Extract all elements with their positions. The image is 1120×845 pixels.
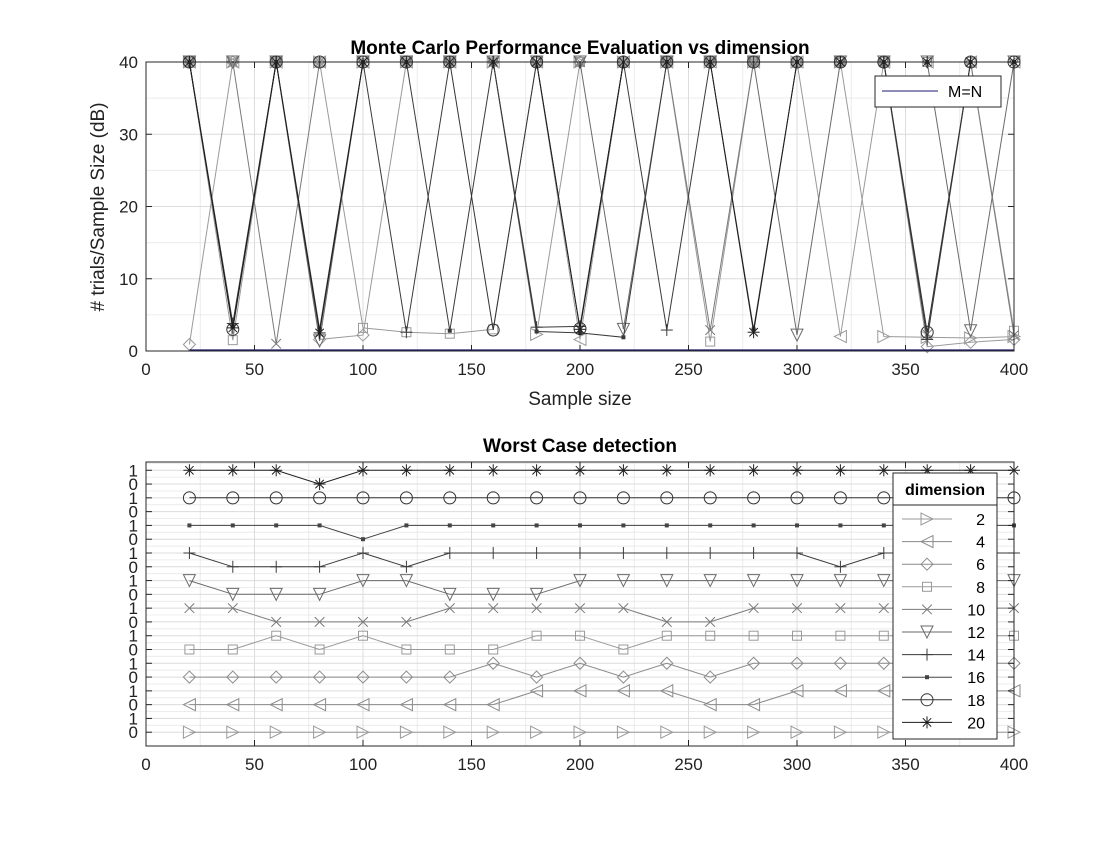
y-tick-label: 0 (128, 530, 138, 550)
data-point-marker (448, 329, 452, 333)
x-tick-label: 250 (674, 360, 703, 379)
y-tick-label: 1 (128, 599, 138, 619)
top-chart-title: Monte Carlo Performance Evaluation vs dimension (350, 38, 810, 59)
y-tick-label: 1 (128, 461, 138, 481)
bottom-legend-title: dimension (904, 482, 986, 499)
x-tick-label: 350 (891, 360, 920, 379)
y-tick-label: 0 (128, 475, 138, 495)
y-tick-label: 0 (128, 557, 138, 577)
x-tick-label: 0 (141, 755, 151, 774)
data-point-marker (361, 537, 365, 541)
x-tick-label: 350 (891, 755, 920, 774)
y-tick-label: 1 (128, 543, 138, 563)
data-point-marker (578, 523, 582, 527)
x-tick-label: 0 (141, 360, 151, 379)
y-tick-label: 1 (128, 626, 138, 646)
data-point-marker (795, 523, 799, 527)
data-point-marker (274, 523, 278, 527)
y-tick-label: 0 (128, 342, 138, 361)
y-tick-label: 1 (128, 516, 138, 536)
data-point-marker (491, 523, 495, 527)
legend-label: 2 (976, 512, 985, 529)
bottom-legend (893, 473, 997, 739)
x-tick-label: 200 (565, 755, 595, 774)
data-point-marker (665, 523, 669, 527)
legend-marker (925, 675, 929, 679)
legend-label: 14 (967, 647, 985, 665)
y-tick-label: 30 (119, 125, 138, 145)
top-legend (875, 76, 1001, 107)
data-point-marker (752, 523, 756, 527)
y-tick-label: 20 (119, 197, 138, 217)
data-point-marker (318, 523, 322, 527)
legend-label: 10 (967, 602, 985, 620)
x-tick-label: 200 (565, 360, 595, 379)
y-tick-label: 1 (128, 571, 138, 591)
x-tick-label: 150 (457, 755, 486, 774)
x-tick-label: 100 (348, 755, 378, 774)
x-tick-label: 300 (782, 755, 812, 774)
legend-label: 16 (967, 670, 985, 688)
y-tick-label: 0 (128, 668, 138, 688)
x-tick-label: 300 (782, 360, 812, 379)
legend-label: 12 (967, 625, 985, 642)
top-legend-entry-mn: M=N (948, 84, 983, 101)
y-tick-label: 0 (128, 695, 138, 715)
data-point-marker (838, 523, 842, 527)
y-tick-label: 0 (128, 612, 138, 632)
legend-label: 18 (967, 692, 985, 710)
data-point-marker (621, 335, 625, 339)
x-tick-label: 50 (245, 360, 264, 379)
legend-label: 4 (976, 534, 985, 552)
y-tick-label: 1 (128, 709, 138, 729)
data-point-marker (448, 523, 452, 527)
data-point-marker (535, 523, 539, 527)
x-tick-label: 400 (999, 360, 1029, 379)
top-y-axis-label: # trials/Sample Size (dB) (88, 102, 109, 312)
top-x-axis-label: Sample size (528, 389, 632, 410)
y-tick-label: 0 (128, 640, 138, 660)
y-tick-label: 1 (128, 681, 138, 701)
y-tick-label: 0 (128, 502, 138, 522)
data-point-marker (535, 329, 539, 333)
data-point-marker (231, 523, 235, 527)
x-tick-label: 100 (348, 360, 378, 379)
x-tick-label: 50 (245, 755, 264, 774)
x-tick-label: 150 (457, 360, 486, 379)
data-point-marker (708, 523, 712, 527)
bottom-chart (129, 436, 1029, 774)
y-tick-label: 40 (119, 53, 138, 72)
x-tick-label: 400 (999, 755, 1029, 774)
y-tick-label: 1 (128, 488, 138, 508)
data-point-marker (621, 523, 625, 527)
y-tick-label: 0 (128, 723, 138, 743)
legend-label: 6 (976, 557, 985, 575)
y-tick-label: 0 (128, 585, 138, 605)
legend-label: 8 (976, 579, 985, 597)
data-point-marker (187, 523, 191, 527)
y-tick-label: 1 (128, 654, 138, 674)
data-point-marker (404, 523, 408, 527)
legend-label: 20 (967, 715, 985, 733)
y-tick-label: 10 (119, 269, 138, 289)
data-point-marker (882, 523, 886, 527)
x-tick-label: 250 (674, 755, 703, 774)
bottom-chart-title: Worst Case detection (483, 436, 677, 457)
